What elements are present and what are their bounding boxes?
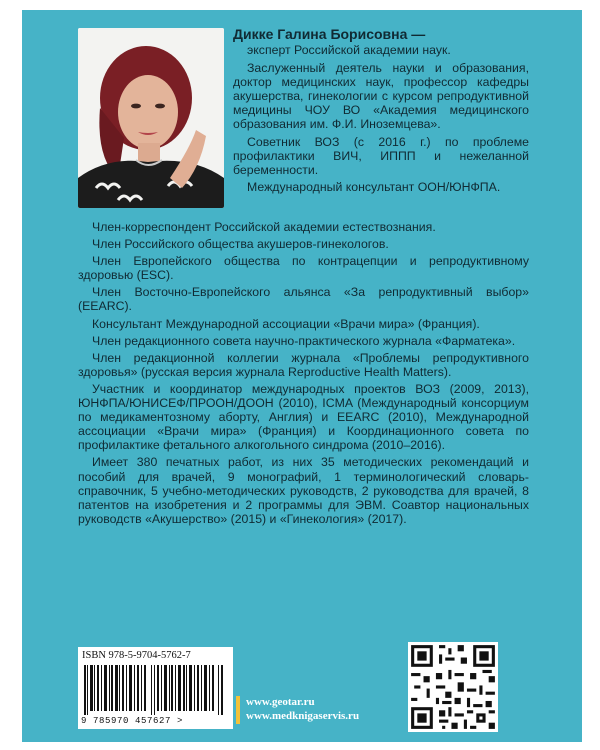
name-dash: —: [411, 26, 426, 42]
bio-right-column: [233, 26, 529, 194]
barcode-icon: [84, 665, 227, 715]
isbn-number: ISBN 978-5-9704-5762-7: [82, 650, 191, 661]
publisher-websites: [246, 695, 359, 723]
bio-paragraph: Член Российского общества акушеров-гинекологов.: [92, 237, 389, 252]
bio-paragraph: Консультант Международной ассоциации «Врачи мира» (Франция).: [92, 316, 480, 331]
bio-paragraph: Имеет 380 печатных работ, из них 35 методических рекомендаций и пособий для врачей, 9 монографий, 1 терминологический словарь-справочник, 5 учебно-методических руководств, 2 руководства для врачей, 8 патентов на изобретения и 2 программы для ЭВМ. Соавтор национальных руководств «Акушерство» (2015) и «Гинекология» (2017).: [78, 455, 529, 526]
bio-paragraph: Международный консультант ООН/ЮНФПА.: [247, 179, 501, 194]
author-photo: [78, 28, 224, 208]
isbn-barcode-block: [78, 647, 233, 729]
bio-full-column: [78, 220, 529, 526]
qr-code-icon: [408, 642, 498, 732]
website-link-medknigaservis[interactable]: www.medknigaservis.ru: [246, 710, 360, 722]
bio-paragraph: Советник ВОЗ (с 2016 г.) по проблеме профилактики ВИЧ, ИППП и нежеланной беременности.: [233, 134, 529, 177]
author-subtitle: эксперт Российской академии наук.: [247, 43, 451, 57]
book-back-cover: [22, 10, 582, 742]
ean-digits: 9 785970 457627 >: [81, 716, 184, 726]
author-name: Дикке Галина Борисовна: [233, 26, 408, 42]
author-portrait-image: [78, 28, 224, 208]
bio-paragraph: Член Европейского общества по контрацепции и репродуктивному здоровью (ESC).: [78, 254, 529, 283]
bio-paragraph: Участник и координатор международных проектов ВОЗ (2009, 2013), ЮНФПА/ЮНИСЕФ/ПРООН/ДООН (2010), ICMA (Международный консорциум по медикаментозному аборту, Англия) и EEARC (2010), Международной ассоциации «Врачи мира» (Франция) и Координационного совета по профилактике фетального алкогольного синдрома (2010–2016).: [78, 381, 529, 453]
bio-paragraph: Заслуженный деятель науки и образования, доктор медицинских наук, профессор кафедры акушерства, гинекологии с курсом репродуктивной медицины ЧОУ ВО «Академия медицинского образования им. Ф.И. Иноземцева».: [233, 61, 529, 132]
website-link-geotar[interactable]: www.geotar.ru: [246, 696, 315, 708]
bio-paragraph: Член-корреспондент Российской академии естествознания.: [92, 220, 436, 234]
bio-paragraph: Член Восточно-Европейского альянса «За репродуктивный выбор» (EEARC).: [78, 285, 529, 314]
accent-bar: [236, 696, 240, 724]
bio-paragraph: Член редакционной коллегии журнала «Проблемы репродуктивного здоровья» (русская версия журнала Reproductive Health Matters).: [78, 350, 529, 379]
bio-paragraph: Член редакционного совета научно-практического журнала «Фарматека».: [92, 333, 516, 348]
